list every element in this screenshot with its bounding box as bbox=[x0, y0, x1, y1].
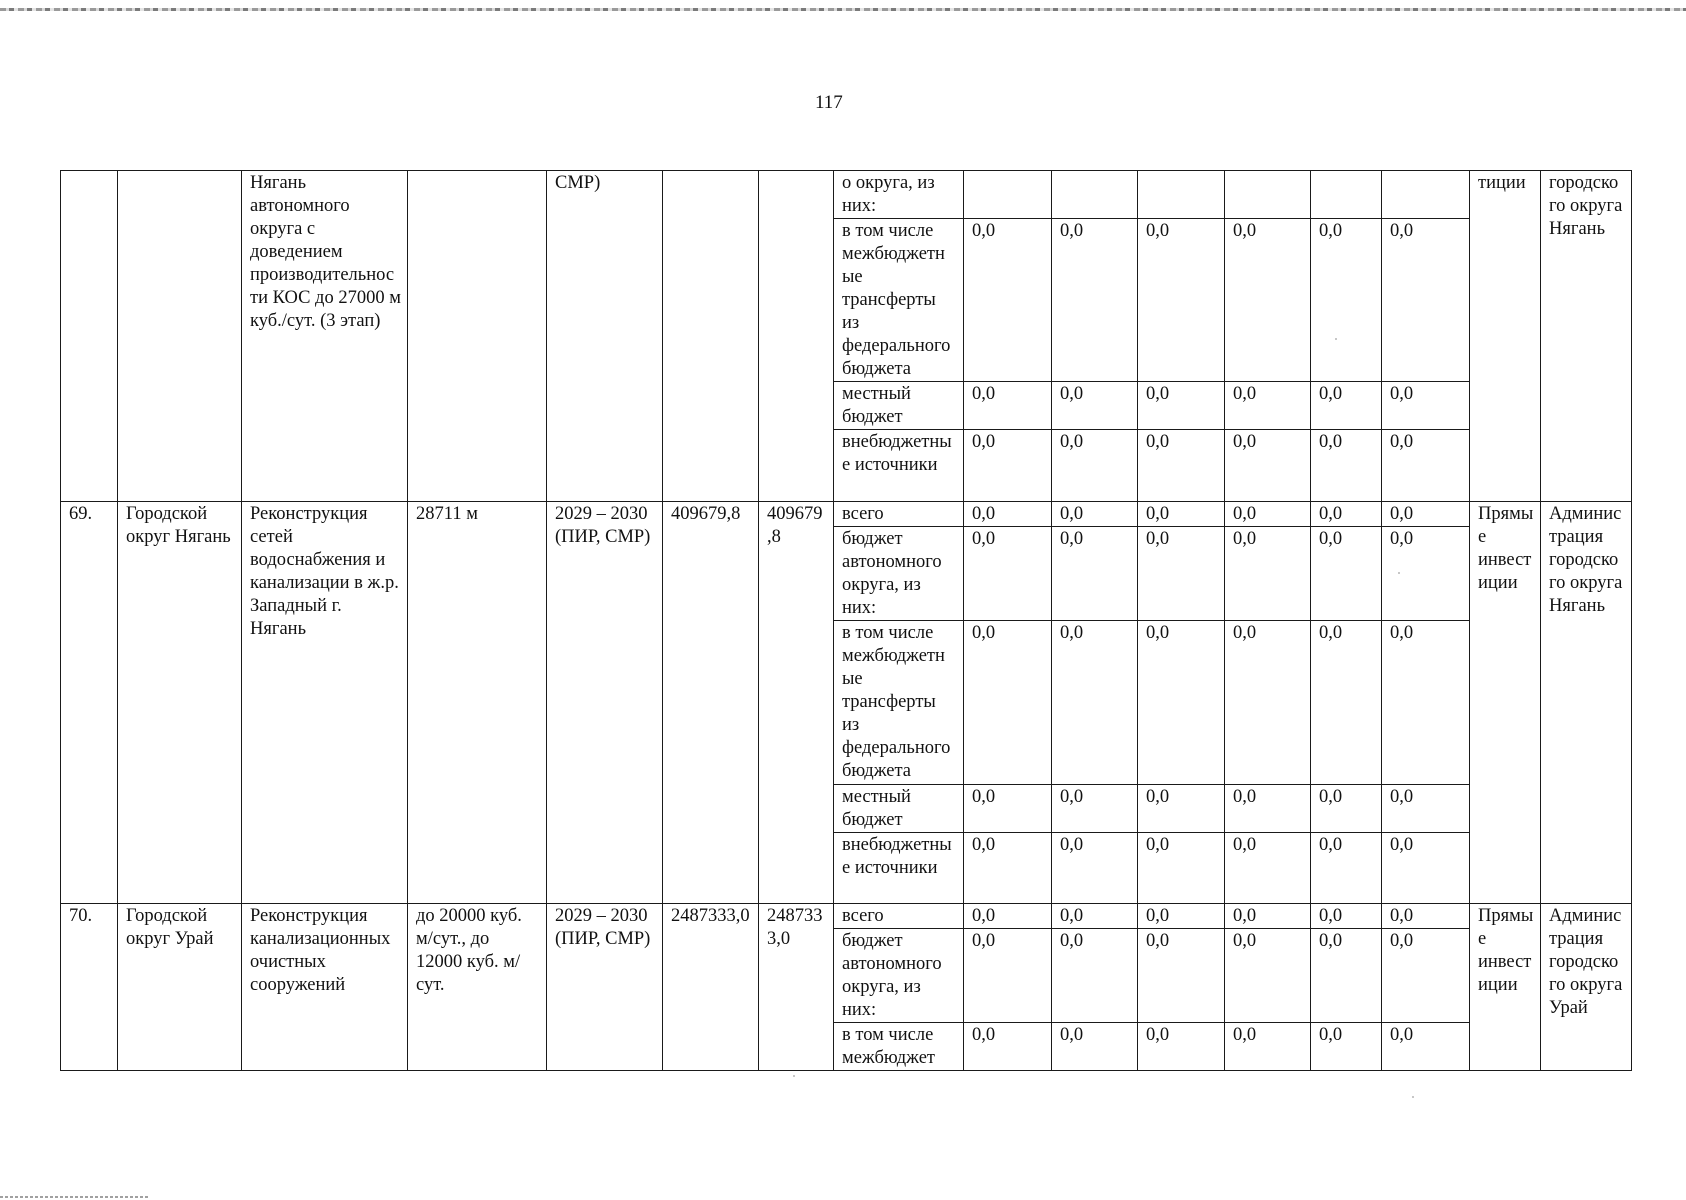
cell-value: 0,0 bbox=[1382, 1023, 1470, 1071]
cell-funding-source: внебюджетные источники bbox=[834, 833, 964, 904]
cell-number: 70. bbox=[61, 904, 118, 1071]
cell-value: 0,0 bbox=[1225, 904, 1311, 929]
cell-value: 0,0 bbox=[1382, 527, 1470, 621]
cell-value: 0,0 bbox=[1052, 1023, 1138, 1071]
cell-value: 0,0 bbox=[964, 527, 1052, 621]
cell-value: 0,0 bbox=[1225, 219, 1311, 382]
cell-value: 0,0 bbox=[1311, 527, 1382, 621]
cell-value: 0,0 bbox=[1225, 527, 1311, 621]
cell-responsible: Администрация городского округа Нягань bbox=[1541, 502, 1632, 904]
cell-responsible: Администрация городского округа Урай bbox=[1541, 904, 1632, 1071]
cell-capacity: 28711 м bbox=[408, 502, 547, 904]
cell-value: 0,0 bbox=[1382, 219, 1470, 382]
cell-value: 0,0 bbox=[1052, 904, 1138, 929]
cell-investment-form: тиции bbox=[1470, 171, 1541, 502]
cell-cost-remaining: 409679,8 bbox=[759, 502, 834, 904]
cell-municipality: Городской округ Урай bbox=[118, 904, 242, 1071]
cell-value: 0,0 bbox=[964, 785, 1052, 833]
cell-value: 0,0 bbox=[1225, 430, 1311, 502]
cell-funding-source: местный бюджет bbox=[834, 382, 964, 430]
cell-municipality: Городской округ Нягань bbox=[118, 502, 242, 904]
cell-investment-form: Прямые инвестиции bbox=[1470, 502, 1541, 904]
cell-value: 0,0 bbox=[1225, 833, 1311, 904]
cell-value: 0,0 bbox=[1382, 904, 1470, 929]
cell-value: 0,0 bbox=[1225, 621, 1311, 785]
cell-funding-source: внебюджетные источники bbox=[834, 430, 964, 502]
cell-value: 0,0 bbox=[1225, 502, 1311, 527]
cell-funding-source: о округа, из них: bbox=[834, 171, 964, 219]
cell-object: Нягань автономного округа с доведением производительности КОС до 27000 м куб./сут. (3 этап) bbox=[242, 171, 408, 502]
cell-cost-total: 409679,8 bbox=[663, 502, 759, 904]
cell-number: 69. bbox=[61, 502, 118, 904]
cell-value: 0,0 bbox=[1311, 219, 1382, 382]
cell-funding-source: в том числе межбюджет bbox=[834, 1023, 964, 1071]
scan-speck bbox=[1398, 572, 1400, 574]
cell-funding-source: всего bbox=[834, 502, 964, 527]
cell-object: Реконструкция сетей водоснабжения и канализации в ж.р. Западный г. Нягань bbox=[242, 502, 408, 904]
cell-value: 0,0 bbox=[1311, 621, 1382, 785]
cell-value: 0,0 bbox=[1052, 621, 1138, 785]
cell-value: 0,0 bbox=[1052, 382, 1138, 430]
cell-value: 0,0 bbox=[1311, 1023, 1382, 1071]
cell-value: 0,0 bbox=[1052, 527, 1138, 621]
cell-value: 0,0 bbox=[964, 382, 1052, 430]
cell-value: 0,0 bbox=[1138, 527, 1225, 621]
scan-speck bbox=[1412, 1096, 1414, 1098]
cell-value: 0,0 bbox=[1311, 785, 1382, 833]
cell-value bbox=[1382, 171, 1470, 219]
cell-value bbox=[1311, 171, 1382, 219]
cell-value: 0,0 bbox=[1382, 833, 1470, 904]
cell-value: 0,0 bbox=[1052, 430, 1138, 502]
cell-value: 0,0 bbox=[1138, 929, 1225, 1023]
cell-period: 2029 – 2030 (ПИР, СМР) bbox=[547, 904, 663, 1071]
cell-value: 0,0 bbox=[1382, 382, 1470, 430]
scan-speck bbox=[793, 1075, 795, 1077]
table-row bbox=[61, 904, 1632, 929]
cell-value: 0,0 bbox=[1052, 833, 1138, 904]
cell-object: Реконструкция канализационных очистных сооружений bbox=[242, 904, 408, 1071]
cell-value: 0,0 bbox=[1382, 785, 1470, 833]
scan-top-edge bbox=[0, 8, 1686, 11]
cell-value: 0,0 bbox=[1052, 785, 1138, 833]
cell-cost-remaining bbox=[759, 171, 834, 502]
cell-funding-source: местный бюджет bbox=[834, 785, 964, 833]
cell-value bbox=[1052, 171, 1138, 219]
cell-responsible: городского округа Нягань bbox=[1541, 171, 1632, 502]
cell-value: 0,0 bbox=[964, 430, 1052, 502]
cell-value: 0,0 bbox=[1138, 785, 1225, 833]
cell-value: 0,0 bbox=[1225, 929, 1311, 1023]
cell-capacity bbox=[408, 171, 547, 502]
scan-bottom-edge bbox=[0, 1196, 150, 1198]
cell-value: 0,0 bbox=[1382, 430, 1470, 502]
cell-value bbox=[964, 171, 1052, 219]
cell-value: 0,0 bbox=[1225, 785, 1311, 833]
cell-funding-source: всего bbox=[834, 904, 964, 929]
cell-value: 0,0 bbox=[1138, 833, 1225, 904]
cell-value: 0,0 bbox=[1138, 621, 1225, 785]
cell-value: 0,0 bbox=[964, 833, 1052, 904]
cell-value: 0,0 bbox=[964, 1023, 1052, 1071]
cell-value: 0,0 bbox=[1311, 382, 1382, 430]
cell-value bbox=[1225, 171, 1311, 219]
cell-value: 0,0 bbox=[1138, 1023, 1225, 1071]
cell-value: 0,0 bbox=[964, 502, 1052, 527]
cell-investment-form: Прямые инвестиции bbox=[1470, 904, 1541, 1071]
page-number: 117 bbox=[815, 92, 843, 113]
cell-cost-total bbox=[663, 171, 759, 502]
cell-value: 0,0 bbox=[1382, 502, 1470, 527]
cell-period: СМР) bbox=[547, 171, 663, 502]
cell-cost-total: 2487333,0 bbox=[663, 904, 759, 1071]
cell-value: 0,0 bbox=[1138, 430, 1225, 502]
cell-municipality bbox=[118, 171, 242, 502]
cell-funding-source: бюджет автономного округа, из них: bbox=[834, 527, 964, 621]
investment-program-table bbox=[60, 170, 1632, 1071]
cell-value: 0,0 bbox=[1382, 929, 1470, 1023]
cell-number bbox=[61, 171, 118, 502]
cell-value: 0,0 bbox=[964, 904, 1052, 929]
cell-period: 2029 – 2030 (ПИР, СМР) bbox=[547, 502, 663, 904]
cell-value: 0,0 bbox=[964, 219, 1052, 382]
cell-value: 0,0 bbox=[1225, 1023, 1311, 1071]
cell-value: 0,0 bbox=[1311, 904, 1382, 929]
cell-capacity: до 20000 куб. м/сут., до 12000 куб. м/сут. bbox=[408, 904, 547, 1071]
cell-funding-source: в том числе межбюджетные трансферты из федерального бюджета bbox=[834, 621, 964, 785]
cell-value: 0,0 bbox=[1311, 833, 1382, 904]
cell-value: 0,0 bbox=[1052, 219, 1138, 382]
cell-value: 0,0 bbox=[1138, 382, 1225, 430]
table-row bbox=[61, 502, 1632, 527]
cell-value: 0,0 bbox=[1311, 502, 1382, 527]
cell-value: 0,0 bbox=[1052, 502, 1138, 527]
cell-value: 0,0 bbox=[1382, 621, 1470, 785]
cell-cost-remaining: 2487333,0 bbox=[759, 904, 834, 1071]
table-row bbox=[61, 171, 1632, 219]
cell-value: 0,0 bbox=[964, 929, 1052, 1023]
cell-funding-source: бюджет автономного округа, из них: bbox=[834, 929, 964, 1023]
cell-value: 0,0 bbox=[1311, 430, 1382, 502]
cell-value bbox=[1138, 171, 1225, 219]
cell-value: 0,0 bbox=[1052, 929, 1138, 1023]
cell-value: 0,0 bbox=[1311, 929, 1382, 1023]
cell-value: 0,0 bbox=[1138, 904, 1225, 929]
scan-speck bbox=[1335, 338, 1337, 340]
cell-value: 0,0 bbox=[964, 621, 1052, 785]
cell-funding-source: в том числе межбюджетные трансферты из федерального бюджета bbox=[834, 219, 964, 382]
cell-value: 0,0 bbox=[1225, 382, 1311, 430]
cell-value: 0,0 bbox=[1138, 219, 1225, 382]
cell-value: 0,0 bbox=[1138, 502, 1225, 527]
